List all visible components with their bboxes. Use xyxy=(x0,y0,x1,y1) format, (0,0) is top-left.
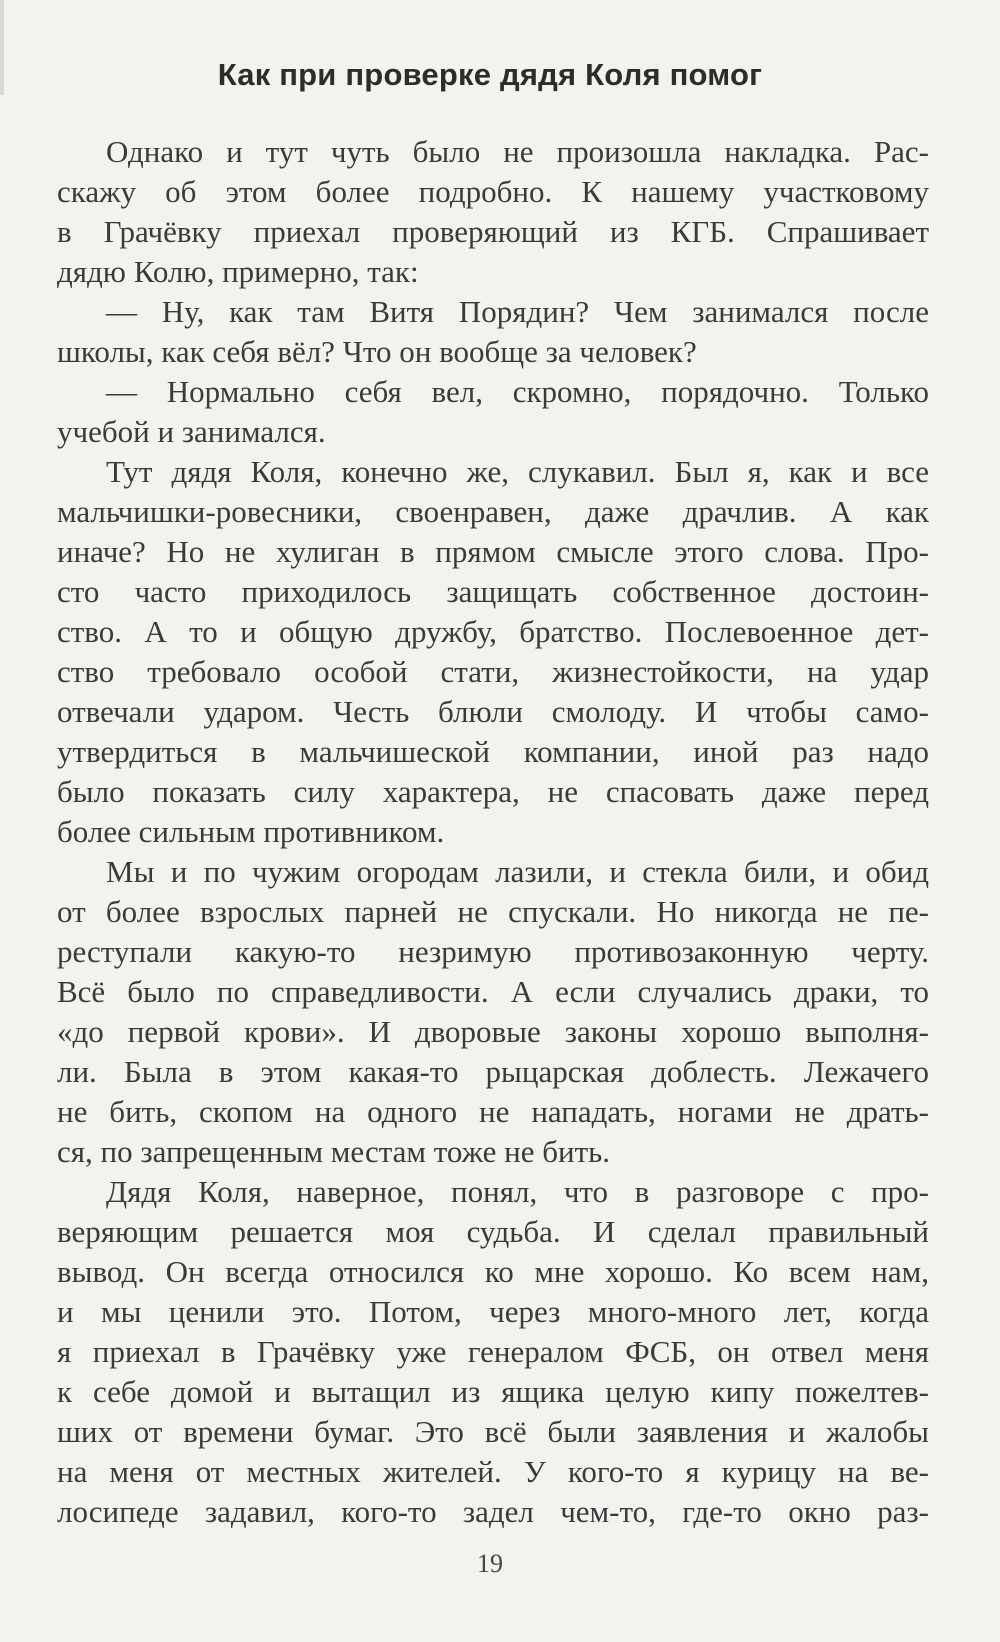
text-line: скажу об этом более подробно. К нашему участковому xyxy=(57,174,929,209)
text-line: к себе домой и вытащил из ящика целую кипу пожелтев- xyxy=(57,1374,929,1409)
chapter-heading: Как при проверке дядя Коля помог xyxy=(217,57,763,92)
page-number: 19 xyxy=(477,1549,503,1578)
text-line: реступали какую-то незримую противозаконную черту. xyxy=(57,934,929,969)
text-line: на меня от местных жителей. У кого-то я курицу на ве- xyxy=(57,1454,929,1489)
text-line: я приехал в Грачёвку уже генералом ФСБ, он отвел меня xyxy=(57,1334,929,1369)
text-line: ли. Была в этом какая-то рыцарская доблесть. Лежачего xyxy=(57,1054,929,1089)
text-line: школы, как себя вёл? Что он вообще за человек? xyxy=(57,334,697,369)
text-line: — Ну, как там Витя Порядин? Чем занимался после xyxy=(106,294,929,329)
text-line: веряющим решается моя судьба. И сделал правильный xyxy=(57,1214,929,1249)
text-line: Мы и по чужим огородам лазили, и стекла били, и обид xyxy=(106,854,929,889)
text-line: учебой и занимался. xyxy=(57,414,326,449)
text-line: было показать силу характера, не спасовать даже перед xyxy=(57,774,929,809)
text-line: не бить, скопом на одного не нападать, ногами не драть- xyxy=(57,1094,929,1129)
text-line: Тут дядя Коля, конечно же, слукавил. Был я, как и все xyxy=(106,454,929,489)
text-line: — Нормально себя вел, скромно, порядочно. Только xyxy=(106,374,929,409)
text-line: ство требовало особой стати, жизнестойкости, на удар xyxy=(57,654,929,689)
text-line: более сильным противником. xyxy=(57,814,445,849)
text-line: Дядя Коля, наверное, понял, что в разговоре с про- xyxy=(106,1174,929,1209)
text-line: ших от времени бумаг. Это всё были заявления и жалобы xyxy=(57,1414,929,1449)
text-line: ся, по запрещенным местам тоже не бить. xyxy=(57,1134,611,1169)
text-line: от более взрослых парней не спускали. Но никогда не пе- xyxy=(57,894,929,929)
text-line: мальчишки-ровесники, своенравен, даже драчлив. А как xyxy=(57,494,929,529)
text-line: иначе? Но не хулиган в прямом смысле этого слова. Про- xyxy=(57,534,929,569)
text-line: Однако и тут чуть было не произошла накладка. Рас- xyxy=(106,134,929,169)
text-line: сто часто приходилось защищать собственное достоин- xyxy=(57,574,929,609)
text-line: ство. А то и общую дружбу, братство. Послевоенное дет- xyxy=(57,614,929,649)
text-line: и мы ценили это. Потом, через много-много лет, когда xyxy=(57,1294,929,1329)
text-line: отвечали ударом. Честь блюли смолоду. И чтобы само- xyxy=(57,694,929,729)
body-text xyxy=(57,132,929,1532)
text-line: дядю Колю, примерно, так: xyxy=(57,254,419,289)
text-line: Всё было по справедливости. А если случались драки, то xyxy=(57,974,929,1009)
text-line: в Грачёвку приехал проверяющий из КГБ. Спрашивает xyxy=(57,214,929,249)
text-line: вывод. Он всегда относился ко мне хорошо. Ко всем нам, xyxy=(57,1254,929,1289)
text-line: утвердиться в мальчишеской компании, иной раз надо xyxy=(57,734,929,769)
text-line: «до первой крови». И дворовые законы хорошо выполня- xyxy=(57,1014,929,1049)
text-line: лосипеде задавил, кого-то задел чем-то, где-то окно раз- xyxy=(57,1494,929,1529)
